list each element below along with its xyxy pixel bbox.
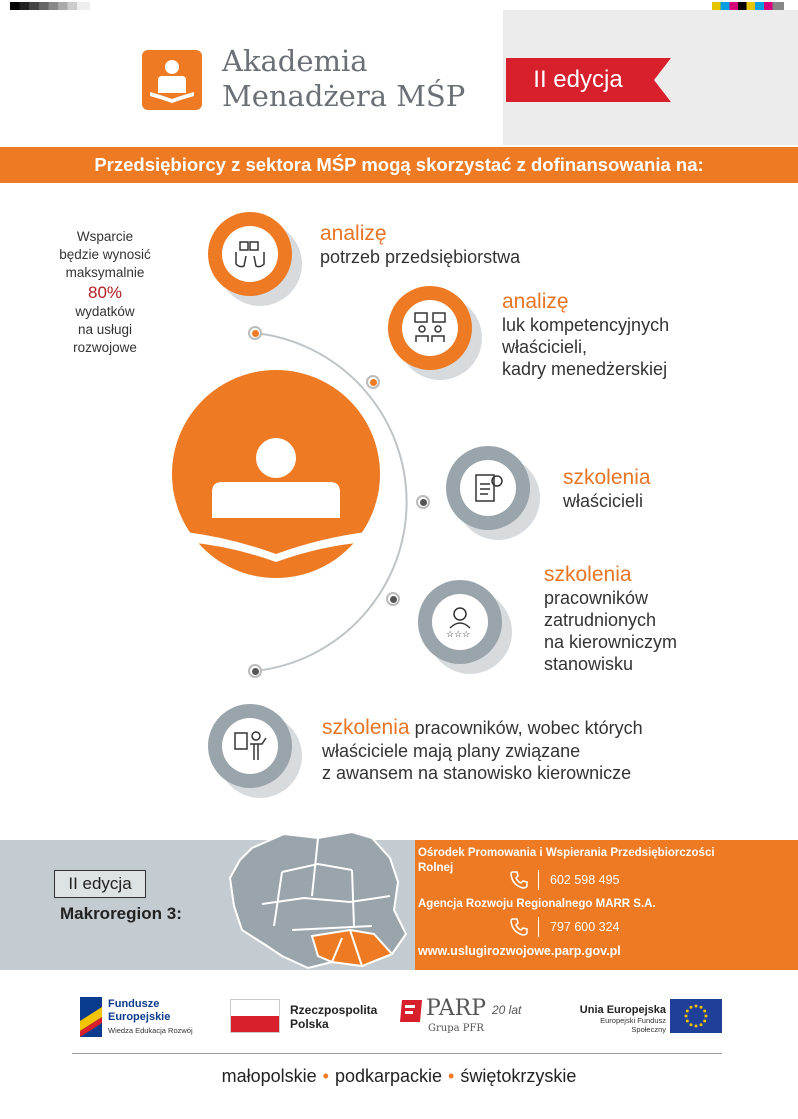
ue-text <box>566 1004 666 1034</box>
item-2-line: luk kompetencyjnych <box>502 315 670 335</box>
discussion-people-icon <box>402 300 458 356</box>
support-line: wydatków <box>75 304 135 319</box>
item-2-text <box>502 290 669 380</box>
item-2-line: kadry menedżerskiej <box>502 359 668 379</box>
item-1-line: potrzeb przedsiębiorstwa <box>320 247 521 267</box>
item-2-line: właścicieli, <box>502 337 588 357</box>
support-line: Wsparcie <box>76 229 134 244</box>
makroregion-label: Makroregion 3: <box>60 904 182 923</box>
arc-dot <box>248 664 262 678</box>
svg-text:☆☆☆: ☆☆☆ <box>446 629 471 639</box>
central-reader-icon <box>172 370 380 578</box>
parp-logo-icon <box>400 1000 422 1027</box>
item-4-text <box>544 563 677 675</box>
ue-line: Unia Europejska <box>579 1004 666 1016</box>
bullet-dot: • <box>448 1066 455 1086</box>
puzzle-hands-icon <box>222 226 278 282</box>
presenter-board-icon <box>222 718 278 774</box>
rp-line: Polska <box>290 1017 329 1031</box>
regions-list <box>0 1066 798 1087</box>
item-2-circle <box>388 286 472 370</box>
item-1-text <box>320 222 520 268</box>
item-1-head: analizę <box>320 222 387 245</box>
item-3-head: szkolenia <box>563 466 651 489</box>
arc-dot <box>248 326 262 340</box>
edition-box: II edycja <box>54 870 146 898</box>
support-line: na usługi <box>77 322 133 337</box>
item-5-text <box>322 716 742 784</box>
parp-sub: Grupa PFR <box>428 1023 484 1034</box>
rp-text <box>290 1003 377 1031</box>
fe-line: Wiedza Edukacja Rozwój <box>108 1026 193 1035</box>
item-4-line: zatrudnionych <box>544 610 657 630</box>
item-5-first-line <box>322 716 742 740</box>
intro-banner: Przedsiębiorcy z sektora MŚP mogą skorzystać z dofinansowania na: <box>0 147 798 183</box>
edition-label: II edycja <box>533 66 623 93</box>
ue-line: Europejski Fundusz Społeczny <box>600 1016 666 1034</box>
item-3-line: właścicieli <box>563 491 644 511</box>
arc-dot <box>416 495 430 509</box>
region-name: podkarpackie <box>334 1066 443 1086</box>
item-3-circle <box>446 446 530 530</box>
fe-line: Fundusze <box>108 998 160 1010</box>
fe-line: Europejskie <box>108 1011 171 1023</box>
support-percent: 80% <box>87 283 123 302</box>
fundusze-europejskie-logo <box>76 997 104 1042</box>
region-name: małopolskie <box>221 1066 317 1086</box>
item-5-line: z awansem na stanowisko kierownicze <box>322 763 632 783</box>
phone1-number[interactable]: 602 598 495 <box>550 873 620 887</box>
org1-name <box>418 846 790 876</box>
phone2-number[interactable]: 797 600 324 <box>550 920 620 934</box>
support-line: maksymalnie <box>65 265 145 280</box>
parp-20-years: 20 lat <box>492 1003 522 1017</box>
region-name: świętokrzyskie <box>460 1066 577 1086</box>
item-1-circle <box>208 212 292 296</box>
item-4-line: na kierowniczym <box>544 632 678 652</box>
org2-name: Agencja Rozwoju Regionalnego MARR S.A. <box>418 898 656 910</box>
phone-divider <box>538 870 539 890</box>
phone-icon <box>508 916 530 943</box>
footer-divider <box>72 1053 722 1054</box>
support-line: będzie wynosić <box>59 247 151 262</box>
polish-flag-icon <box>230 999 280 1033</box>
item-5-head: szkolenia <box>322 716 410 739</box>
arc-dot <box>386 592 400 606</box>
fe-text <box>108 998 193 1037</box>
item-4-line: stanowisku <box>544 654 634 674</box>
rp-line: Rzeczpospolita <box>290 1003 378 1017</box>
item-5-circle <box>208 704 292 788</box>
item-2-head: analizę <box>502 290 569 313</box>
certificate-icon <box>460 460 516 516</box>
item-4-circle <box>418 580 502 664</box>
phone-icon <box>508 869 530 896</box>
item-5-inline: pracowników, wobec których <box>414 718 643 738</box>
bullet-dot: • <box>322 1066 329 1086</box>
item-3-text <box>563 466 651 512</box>
phone-divider <box>538 917 539 937</box>
org1-line: Ośrodek Promowania i Wspierania Przedsiębiorczości <box>418 847 715 859</box>
eu-flag-icon <box>670 999 722 1033</box>
item-5-line: właściciele mają plany związane <box>322 741 581 761</box>
website-link[interactable]: www.uslugirozwojowe.parp.gov.pl <box>418 944 621 958</box>
title-line-2: Menadżera MŚP <box>222 79 466 113</box>
employee-rating-icon <box>432 594 488 650</box>
item-4-line: pracowników <box>544 588 649 608</box>
parp-name: PARP <box>426 996 487 1021</box>
support-line: rozwojowe <box>73 340 137 355</box>
org1-line: Rolnej <box>418 862 454 874</box>
item-4-head: szkolenia <box>544 563 632 586</box>
poland-map-icon <box>222 826 418 974</box>
title-line-1: Akademia <box>222 44 368 78</box>
